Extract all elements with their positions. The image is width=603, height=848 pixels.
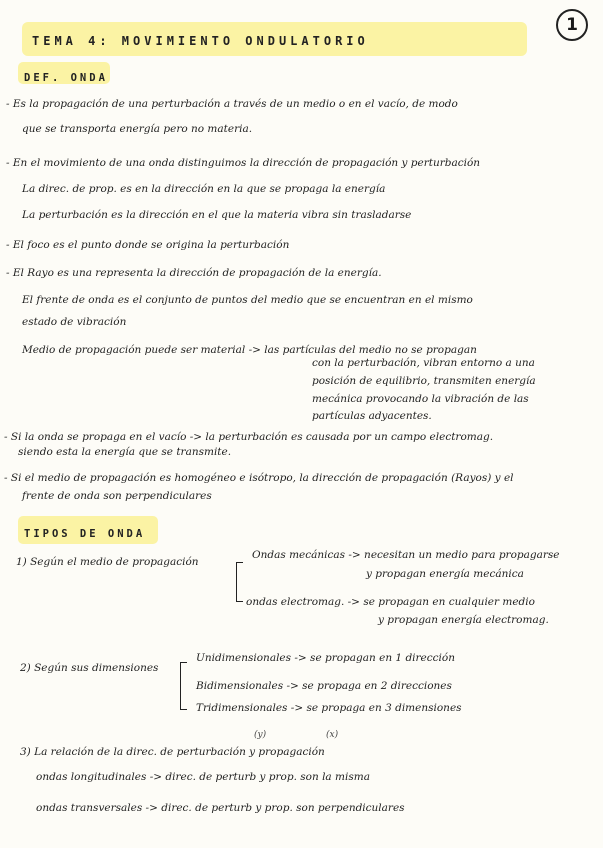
note-line: partículas adyacentes. bbox=[312, 410, 432, 422]
note-line: Ondas mecánicas -> necesitan un medio para propagarse bbox=[252, 549, 560, 561]
brace bbox=[180, 662, 187, 710]
axis-mark-y: (y) bbox=[254, 730, 267, 740]
note-line: - Si la onda se propaga en el vacío -> la perturbación es causada por un campo electromag. bbox=[4, 431, 494, 443]
note-line: Medio de propagación puede ser material -> las partículas del medio no se propagan bbox=[22, 344, 477, 356]
note-line: La perturbación es la dirección en el que la materia vibra sin trasladarse bbox=[22, 209, 412, 221]
note-line: ondas longitudinales -> direc. de perturb y prop. son la misma bbox=[36, 771, 370, 783]
note-line: mecánica provocando la vibración de las bbox=[312, 393, 529, 405]
note-line: y propagan energía mecánica bbox=[366, 568, 524, 580]
note-line: estado de vibración bbox=[22, 316, 127, 328]
note-line: Tridimensionales -> se propaga en 3 dimensiones bbox=[196, 702, 462, 714]
page-title: TEMA 4: MOVIMIENTO ONDULATORIO bbox=[32, 34, 369, 48]
note-line: - Si el medio de propagación es homogéneo e isótropo, la dirección de propagación (Rayos) y el bbox=[4, 472, 514, 484]
note-line: - El Rayo es una representa la dirección de propagación de la energía. bbox=[6, 267, 382, 279]
note-line: posición de equilibrio, transmiten energía bbox=[312, 375, 536, 387]
note-line: y propagan energía electromag. bbox=[378, 614, 549, 626]
note-line: - El foco es el punto donde se origina la perturbación bbox=[6, 239, 290, 251]
note-line: ondas transversales -> direc. de perturb y prop. son perpendiculares bbox=[36, 802, 405, 814]
section-heading-def-onda: DEF. ONDA bbox=[24, 72, 108, 84]
note-line: - Es la propagación de una perturbación a través de un medio o en el vacío, de modo bbox=[6, 98, 458, 110]
note-line: siendo esta la energía que se transmite. bbox=[18, 446, 232, 458]
note-line: Unidimensionales -> se propagan en 1 dirección bbox=[196, 652, 455, 664]
note-line: 1) Según el medio de propagación bbox=[16, 556, 199, 568]
note-line: 3) La relación de la direc. de perturbación y propagación bbox=[20, 746, 325, 758]
note-line: Bidimensionales -> se propaga en 2 direcciones bbox=[196, 680, 452, 692]
note-line: con la perturbación, vibran entorno a una bbox=[312, 357, 535, 369]
brace bbox=[236, 562, 243, 602]
note-line: - En el movimiento de una onda distinguimos la dirección de propagación y perturbación bbox=[6, 157, 481, 169]
page-number-badge: 1 bbox=[556, 9, 588, 41]
note-line: frente de onda son perpendiculares bbox=[22, 490, 212, 502]
note-line: La direc. de prop. es en la dirección en la que se propaga la energía bbox=[22, 183, 386, 195]
note-line: El frente de onda es el conjunto de puntos del medio que se encuentran en el mismo bbox=[22, 294, 473, 306]
axis-mark-x: (x) bbox=[326, 730, 339, 740]
note-line: que se transporta energía pero no materia. bbox=[22, 123, 253, 135]
section-heading-tipos-onda: TIPOS DE ONDA bbox=[24, 528, 146, 540]
note-line: ondas electromag. -> se propagan en cualquier medio bbox=[246, 596, 535, 608]
note-line: 2) Según sus dimensiones bbox=[20, 662, 159, 674]
